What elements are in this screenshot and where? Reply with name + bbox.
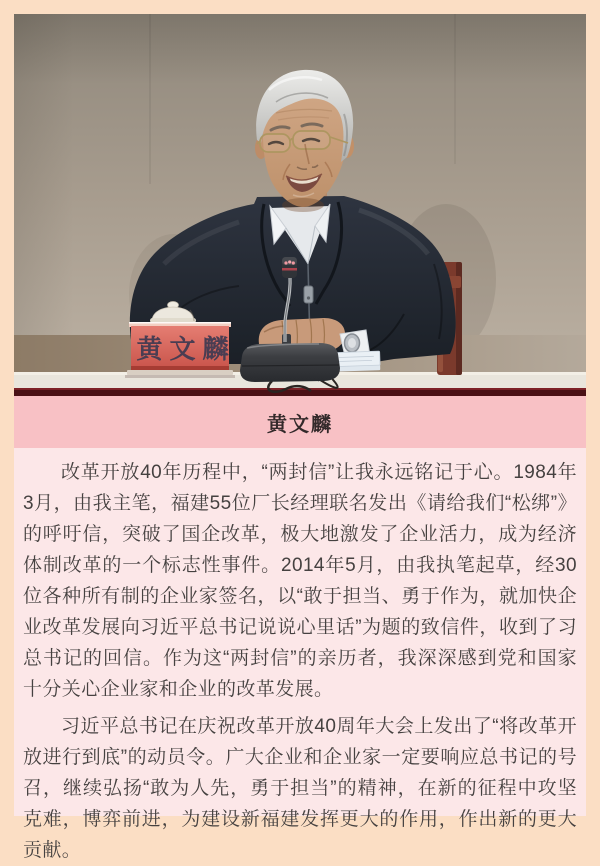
placard-name-text: 黄文麟: [136, 335, 236, 365]
paragraph-2: 习近平总书记在庆祝改革开放40周年大会上发出了“将改革开放进行到底”的动员令。广大企业和企业家一定要响应总书记的号召，继续弘扬“敢为人先，勇于担当”的精神，在新的征程中攻坚克难，博弈前进，为建设新福建发挥更大的作用，作出新的更大贡献。: [23, 716, 577, 861]
mic-base: [240, 343, 340, 382]
article-body: [14, 448, 586, 861]
article-photo: [14, 14, 586, 396]
article-title: 黄文麟: [267, 413, 333, 436]
name-placard: [125, 322, 236, 378]
photo-illustration: [14, 14, 586, 396]
mic-capsule: [282, 257, 297, 278]
paragraph-1: 改革开放40年历程中，“两封信”让我永远铭记于心。1984年3月，由我主笔，福建55位厂长经理联名发出《请给我们“松绑”》的呼吁信，突破了国企改革，极大地激发了企业活力，成为经济体制改革的一个标志性事件。2014年5月，由我执笔起草，经30位各种所有制的企业家签名，以“敢于担当、勇于作为，就加快企业改革发展向习近平总书记说说心里话”为题的致信件，收到了习总书记的回信。作为这“两封信”的亲历者，我深深感到党和国家十分关心企业家和企业的改革发展。: [23, 462, 577, 700]
article-title-bar: [14, 396, 586, 448]
table-skirt: [14, 388, 586, 396]
